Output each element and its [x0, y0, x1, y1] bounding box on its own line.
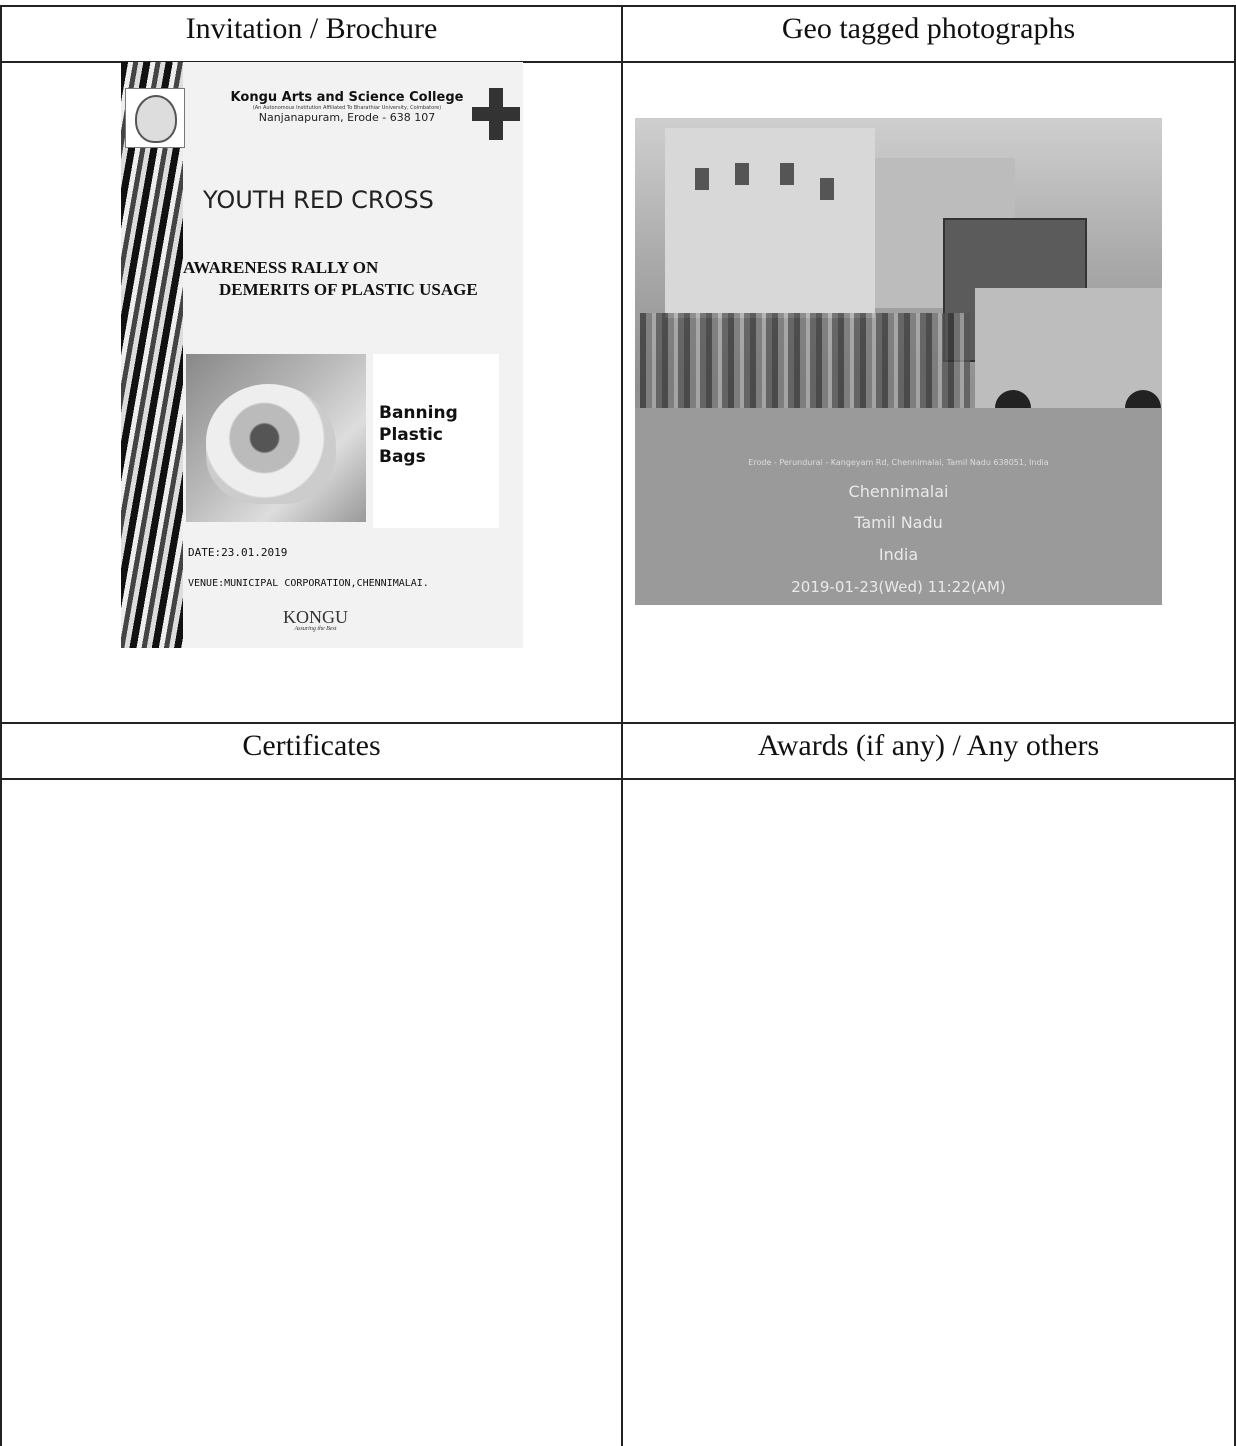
rally-title-line2: DEMERITS OF PLASTIC USAGE	[219, 280, 478, 299]
table-divider-row2	[0, 722, 1236, 724]
event-date: DATE:23.01.2019	[188, 546, 288, 559]
event-venue: VENUE:MUNICIPAL CORPORATION,CHENNIMALAI.	[188, 578, 429, 589]
header-awards: Awards (if any) / Any others	[757, 729, 1100, 762]
geo-timestamp: 2019-01-23(Wed) 11:22(AM)	[791, 578, 1006, 596]
brochure-image	[121, 62, 523, 648]
kongu-logo-tagline: Assuring the Best	[294, 626, 337, 632]
header-invitation: Invitation / Brochure	[185, 12, 438, 45]
window	[820, 178, 834, 200]
rally-title-line1: AWARENESS RALLY ON	[183, 258, 379, 277]
awards-cell	[623, 780, 1234, 1446]
kongu-logo	[283, 607, 348, 632]
banner-line1: Banning	[379, 403, 458, 423]
decorative-stripe	[121, 62, 183, 648]
geo-country: India	[878, 545, 919, 564]
college-address: Nanjanapuram, Erode - 638 107	[258, 111, 436, 124]
kongu-logo-text: KONGU	[283, 607, 348, 627]
geo-city: Chennimalai	[848, 482, 949, 501]
building-left	[665, 128, 875, 318]
table-border-top	[0, 5, 1236, 7]
college-emblem-icon	[125, 88, 185, 148]
geo-address: Erode - Perundurai - Kangeyam Rd, Chennimalai, Tamil Nadu 638051, India	[748, 458, 1049, 467]
road	[635, 408, 1162, 605]
unit-title: YOUTH RED CROSS	[203, 186, 434, 214]
college-header	[197, 90, 497, 124]
banner-text	[379, 402, 458, 468]
college-name: Kongu Arts and Science College	[230, 90, 464, 105]
window	[695, 168, 709, 190]
rally-crowd	[640, 313, 970, 408]
banner-line3: Bags	[379, 447, 426, 467]
plastic-bag-photo	[186, 354, 366, 522]
college-subtitle: (An Autonomous Institution Affiliated To Bharathiar University, Coimbatore)	[252, 105, 442, 111]
header-certificates: Certificates	[242, 729, 381, 762]
header-geo-photos: Geo tagged photographs	[781, 12, 1076, 45]
window	[780, 163, 794, 185]
geo-tagged-photo	[635, 118, 1162, 605]
banner-line2: Plastic	[379, 425, 443, 445]
window	[735, 163, 749, 185]
geo-state: Tamil Nadu	[854, 513, 943, 532]
red-cross-icon-bar	[472, 107, 520, 121]
certificates-cell	[2, 780, 621, 1446]
truck	[975, 288, 1162, 408]
